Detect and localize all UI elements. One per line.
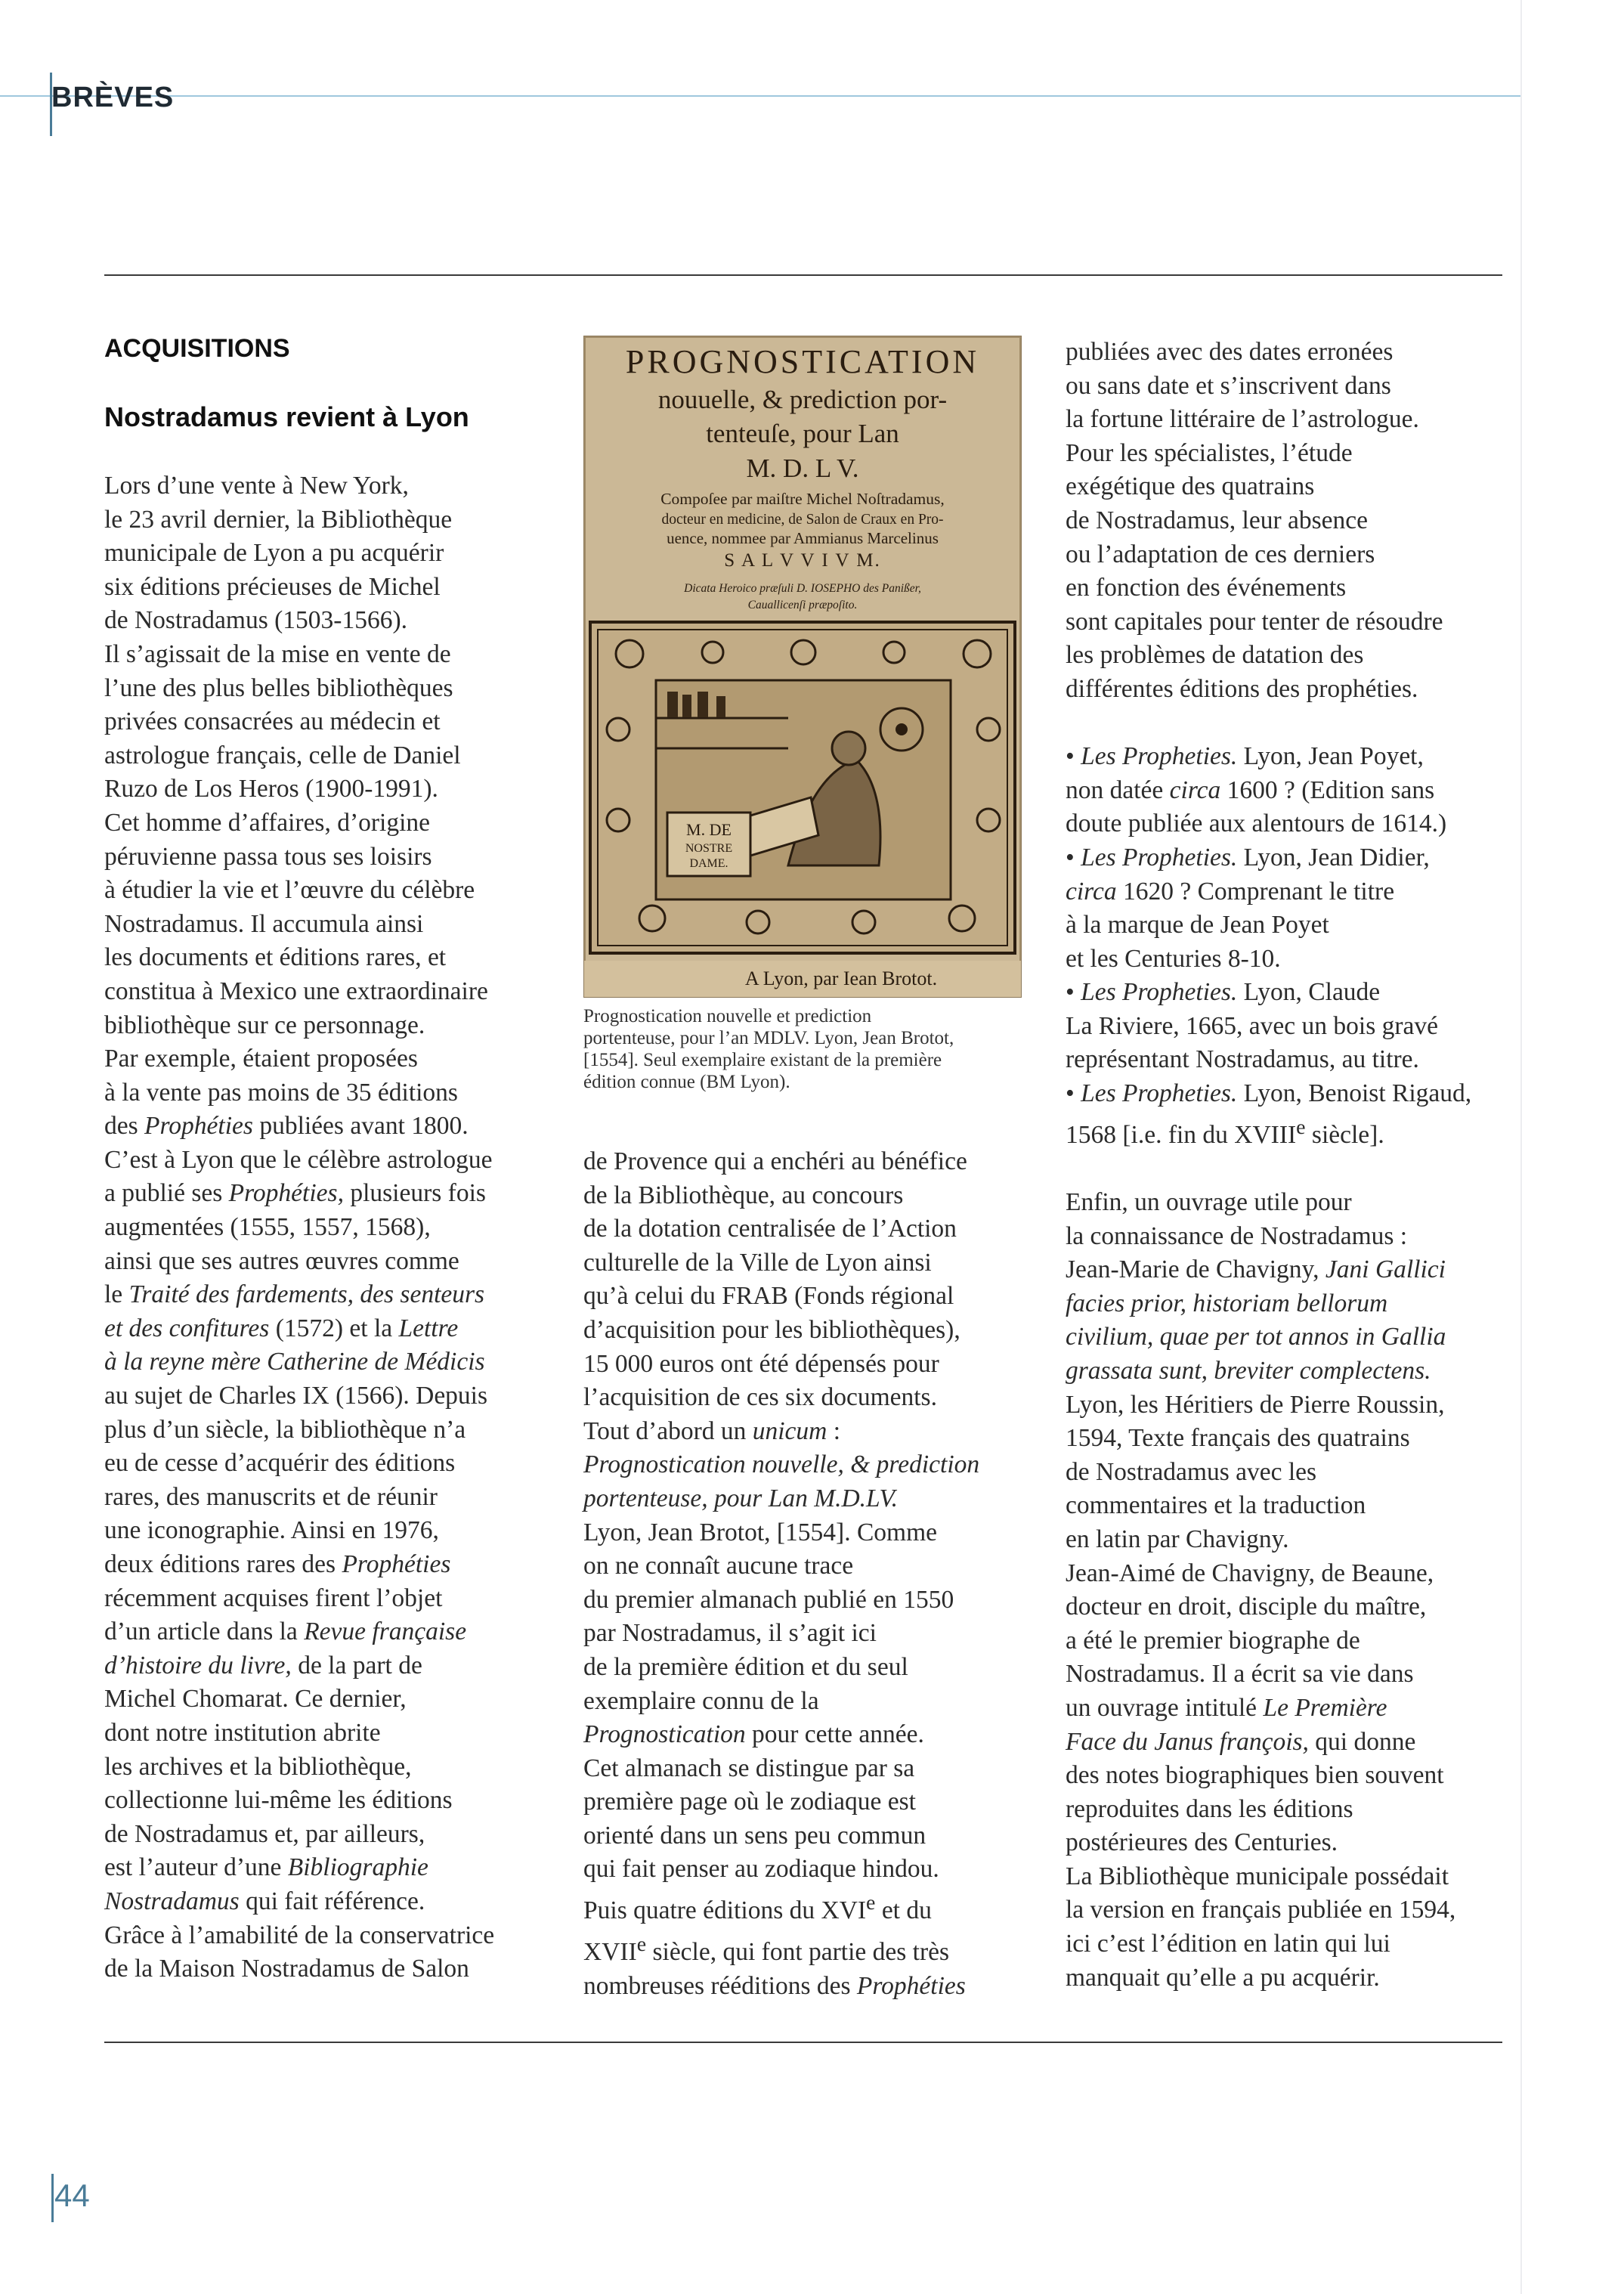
text-line: de la Maison Nostradamus de Salon xyxy=(104,1955,469,1983)
text-line: Nostradamus qui fait référence. xyxy=(104,1887,425,1915)
text-line: exemplaire connu de la xyxy=(583,1686,819,1715)
section-label: BRÈVES xyxy=(51,82,175,113)
text-line: Ruzo de Los Heros (1900-1991). xyxy=(104,775,438,803)
text-line: reproduites dans les éditions xyxy=(1066,1794,1353,1823)
text-line: de la Bibliothèque, au concours xyxy=(583,1181,904,1209)
text-line: Pour les spécialistes, l’étude xyxy=(1066,438,1353,467)
fig-title-line-9: Dicata Heroico præſuli D. IOSEPHO des Panißer, xyxy=(684,582,921,595)
text-line: deux éditions rares des Prophéties xyxy=(104,1550,451,1578)
article-title: Nostradamus revient à Lyon xyxy=(104,401,469,432)
text-line: facies prior, historiam bellorum xyxy=(1066,1289,1388,1317)
text-line: ou l’adaptation de ces derniers xyxy=(1066,540,1375,568)
text-line: Par exemple, étaient proposées xyxy=(104,1045,418,1073)
header-rule xyxy=(0,95,1520,97)
text-line: La Riviere, 1665, avec un bois gravé xyxy=(1066,1011,1439,1040)
text-line: • Les Propheties. Lyon, Jean Didier, xyxy=(1066,843,1430,871)
text-line: publiées avec des dates erronées xyxy=(1066,338,1394,366)
text-line: astrologue français, celle de Daniel xyxy=(104,741,461,769)
text-line: de Nostradamus (1503-1566). xyxy=(104,606,407,635)
text-line: grassata sunt, breviter complectens. xyxy=(1066,1356,1431,1385)
text-line: Jean-Marie de Chavigny, Jani Gallici xyxy=(1066,1255,1446,1284)
text-line: orienté dans un sens peu commun xyxy=(583,1821,926,1850)
text-line: XVIIe siècle, qui font partie des très xyxy=(583,1932,950,1966)
text-line: de la dotation centralisée de l’Action xyxy=(583,1215,957,1243)
text-line: 1568 [i.e. fin du XVIIIe siècle]. xyxy=(1066,1115,1384,1149)
svg-text:M. DE: M. DE xyxy=(686,820,732,839)
text-line: portenteuse, pour Lan M.D.LV. xyxy=(583,1484,898,1512)
fig-title-line-5: Compoſee par maiſtre Michel Noſtradamus, xyxy=(660,490,945,508)
text-line: de Nostradamus et, par ailleurs, xyxy=(104,1819,425,1848)
text-line: Cet homme d’affaires, d’origine xyxy=(104,808,431,837)
text-line: exégétique des quatrains xyxy=(1066,472,1315,501)
text-line: • Les Propheties. Lyon, Claude xyxy=(1066,978,1381,1007)
top-divider xyxy=(104,274,1502,276)
text-line: le Traité des fardements, des senteurs xyxy=(104,1280,485,1309)
text-line: sont capitales pour tenter de résoudre xyxy=(1066,607,1443,636)
text-line: la connaissance de Nostradamus : xyxy=(1066,1221,1408,1250)
text-line: en latin par Chavigny. xyxy=(1066,1525,1289,1553)
woodcut-illustration xyxy=(584,336,1021,997)
page-edge-rule xyxy=(1520,0,1522,2294)
text-line: • Les Propheties. Lyon, Benoist Rigaud, xyxy=(1066,1079,1472,1108)
text-line: C’est à Lyon que le célèbre astrologue xyxy=(104,1145,493,1174)
text-line: circa 1620 ? Comprenant le titre xyxy=(1066,877,1395,906)
text-line: Grâce à l’amabilité de la conservatrice xyxy=(104,1921,495,1949)
text-line: Il s’agissait de la mise en vente de xyxy=(104,639,451,668)
text-line: ainsi que ses autres œuvres comme xyxy=(104,1246,459,1275)
text-line: la version en français publiée en 1594, xyxy=(1066,1896,1456,1924)
fig-imprint: A Lyon, par Iean Brotot. xyxy=(744,967,938,989)
text-line: à la reyne mère Catherine de Médicis xyxy=(104,1348,485,1376)
text-line: représentant Nostradamus, au titre. xyxy=(1066,1045,1419,1074)
text-line: les archives et la bibliothèque, xyxy=(104,1752,412,1781)
text-line: par Nostradamus, il s’agit ici xyxy=(583,1619,877,1648)
image-caption xyxy=(583,1005,1025,1093)
article-column-3 xyxy=(1066,336,1504,1995)
text-line: postérieures des Centuries. xyxy=(1066,1828,1338,1857)
text-line: nombreuses rééditions des Prophéties xyxy=(583,1971,966,2000)
text-line: Nostradamus. Il a écrit sa vie dans xyxy=(1066,1660,1414,1689)
fig-title-line-3: tenteuſe, pour Lan xyxy=(706,419,899,448)
text-line: à la marque de Jean Poyet xyxy=(1066,911,1329,940)
text-line: • Les Propheties. Lyon, Jean Poyet, xyxy=(1066,742,1424,771)
text-line: du premier almanach publié en 1550 xyxy=(583,1585,954,1614)
title-page-image xyxy=(583,336,1022,998)
text-line: d’un article dans la Revue française xyxy=(104,1618,467,1646)
text-line: de la première édition et du seul xyxy=(583,1652,908,1681)
page-number: 44 xyxy=(54,2178,90,2213)
text-line: Puis quatre éditions du XVIe et du xyxy=(583,1891,932,1925)
text-line: et des confitures (1572) et la Lettre xyxy=(104,1314,459,1342)
caption-line: portenteuse, pour l’an MDLV. Lyon, Jean Brotot, xyxy=(583,1028,954,1048)
text-line: rares, des manuscrits et de réunir xyxy=(104,1482,438,1511)
fig-title-line-2: nouuelle, & prediction por- xyxy=(657,385,948,414)
text-line: augmentées (1555, 1557, 1568), xyxy=(104,1213,431,1242)
text-line: qui fait penser au zodiaque hindou. xyxy=(583,1855,939,1884)
fig-title-line-7: uence, nommee par Ammianus Marcelinus xyxy=(667,529,939,547)
text-line: Prognostication nouvelle, & prediction xyxy=(583,1450,980,1479)
fig-title-line-4: M. D. L V. xyxy=(746,454,859,483)
fig-title-line-10: Cauallicenſi præpoſito. xyxy=(747,599,858,611)
text-line: l’une des plus belles bibliothèques xyxy=(104,673,453,702)
text-line: plus d’un siècle, la bibliothèque n’a xyxy=(104,1415,466,1444)
text-line: Tout d’abord un unicum : xyxy=(583,1416,841,1445)
article-column-2 xyxy=(583,1145,1022,2003)
text-line: Face du Janus françois, qui donne xyxy=(1066,1727,1416,1756)
text-line: manquait qu’elle a pu acquérir. xyxy=(1066,1963,1380,1992)
text-line: on ne connaît aucune trace xyxy=(583,1552,854,1580)
text-line: péruvienne passa tous ses loisirs xyxy=(104,842,432,871)
text-line: doute publiée aux alentours de 1614.) xyxy=(1066,810,1447,838)
text-line: 1594, Texte français des quatrains xyxy=(1066,1424,1410,1453)
text-line: collectionne lui-même les éditions xyxy=(104,1786,453,1815)
article-kicker: ACQUISITIONS xyxy=(104,334,290,363)
text-line: culturelle de la Ville de Lyon ainsi xyxy=(583,1248,932,1277)
text-line: municipale de Lyon a pu acquérir xyxy=(104,539,444,568)
article-column-1 xyxy=(104,469,543,1986)
text-line: et les Centuries 8-10. xyxy=(1066,944,1281,973)
text-line: La Bibliothèque municipale possédait xyxy=(1066,1862,1449,1890)
bottom-divider xyxy=(104,2042,1502,2043)
text-line: eu de cesse d’acquérir des éditions xyxy=(104,1449,456,1478)
fig-title-line-8: S A L V V I V M. xyxy=(724,550,881,571)
text-line: dont notre institution abrite xyxy=(104,1718,381,1747)
text-line: Lors d’une vente à New York, xyxy=(104,472,409,500)
text-line: une iconographie. Ainsi en 1976, xyxy=(104,1516,439,1545)
text-line: au sujet de Charles IX (1566). Depuis xyxy=(104,1382,488,1410)
text-line: la fortune littéraire de l’astrologue. xyxy=(1066,405,1419,434)
text-line: le 23 avril dernier, la Bibliothèque xyxy=(104,505,453,534)
fig-title-line-6: docteur en medicine, de Salon de Craux en Pro- xyxy=(661,512,944,528)
text-line: est l’auteur d’une Bibliographie xyxy=(104,1853,428,1882)
svg-text:NOSTRE: NOSTRE xyxy=(685,842,733,855)
text-line: commentaires et la traduction xyxy=(1066,1491,1366,1520)
text-line: six éditions précieuses de Michel xyxy=(104,572,441,601)
text-line: des notes biographiques bien souvent xyxy=(1066,1761,1444,1790)
text-line: qu’à celui du FRAB (Fonds régional xyxy=(583,1282,954,1311)
text-line: d’histoire du livre, de la part de xyxy=(104,1651,422,1679)
text-line: docteur en droit, disciple du maître, xyxy=(1066,1593,1427,1621)
text-line: en fonction des événements xyxy=(1066,574,1347,602)
text-line: Lyon, Jean Brotot, [1554]. Comme xyxy=(583,1518,938,1546)
text-line: de Nostradamus, leur absence xyxy=(1066,506,1368,534)
text-line: Jean-Aimé de Chavigny, de Beaune, xyxy=(1066,1559,1434,1587)
text-line: d’acquisition pour les bibliothèques), xyxy=(583,1315,960,1344)
text-line: ou sans date et s’inscrivent dans xyxy=(1066,371,1391,400)
text-line: à la vente pas moins de 35 éditions xyxy=(104,1078,458,1107)
caption-line: Prognostication nouvelle et prediction xyxy=(583,1006,872,1026)
text-line: de Nostradamus avec les xyxy=(1066,1457,1317,1486)
text-line: Enfin, un ouvrage utile pour xyxy=(1066,1188,1352,1216)
text-line: non datée circa 1600 ? (Edition sans xyxy=(1066,776,1435,804)
text-line: première page où le zodiaque est xyxy=(583,1788,916,1816)
text-line: ici c’est l’édition en latin qui lui xyxy=(1066,1930,1390,1958)
caption-line: édition connue (BM Lyon). xyxy=(583,1072,790,1092)
text-line: de Provence qui a enchéri au bénéfice xyxy=(583,1147,967,1175)
text-line: Cet almanach se distingue par sa xyxy=(583,1754,915,1782)
text-line: Prognostication pour cette année. xyxy=(583,1720,924,1749)
page-number-marker xyxy=(51,2174,54,2222)
text-line: 15 000 euros ont été dépensés pour xyxy=(583,1349,939,1378)
author-plaque xyxy=(667,813,750,876)
svg-text:DAME.: DAME. xyxy=(689,857,728,870)
caption-line: [1554]. Seul exemplaire existant de la première xyxy=(583,1050,942,1070)
text-line: bibliothèque sur ce personnage. xyxy=(104,1011,425,1039)
text-line: les problèmes de datation des xyxy=(1066,641,1364,670)
text-line: récemment acquises firent l’objet xyxy=(104,1584,443,1612)
text-line: des Prophéties publiées avant 1800. xyxy=(104,1112,469,1141)
text-line: Michel Chomarat. Ce dernier, xyxy=(104,1685,407,1714)
fig-title-line-1: PROGNOSTICATION xyxy=(625,343,980,380)
text-line: un ouvrage intitulé Le Première xyxy=(1066,1693,1387,1722)
text-line: à étudier la vie et l’œuvre du célèbre xyxy=(104,876,475,905)
text-line: a publié ses Prophéties, plusieurs fois xyxy=(104,1179,486,1208)
text-line: Nostradamus. Il accumula ainsi xyxy=(104,909,424,938)
text-line: l’acquisition de ces six documents. xyxy=(583,1383,937,1412)
text-line: a été le premier biographe de xyxy=(1066,1626,1360,1655)
text-line: civilium, quae per tot annos in Gallia xyxy=(1066,1323,1446,1351)
text-line: Lyon, les Héritiers de Pierre Roussin, xyxy=(1066,1390,1445,1419)
text-line: les documents et éditions rares, et xyxy=(104,943,447,972)
text-line: constitua à Mexico une extraordinaire xyxy=(104,977,488,1005)
text-line: privées consacrées au médecin et xyxy=(104,707,441,736)
text-line: différentes éditions des prophéties. xyxy=(1066,674,1418,703)
